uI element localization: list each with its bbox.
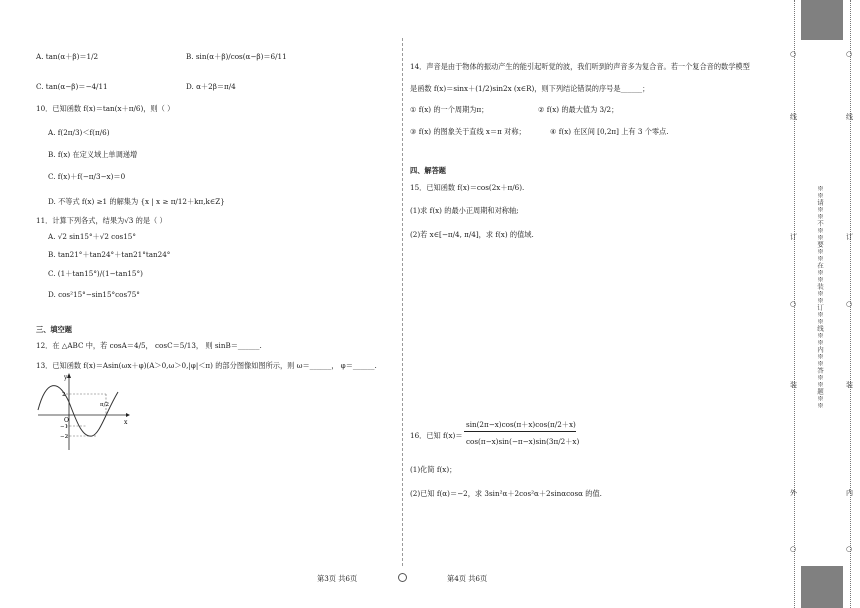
binding-notice: ※※请※※不※※要※※在※※装※※订※※线※※内※※答※※题※※ — [816, 185, 824, 409]
q16-numerator: sin(2π−x)cos(π＋x)cos(π/2＋x) — [466, 420, 576, 429]
binding-circle-icon: ○ — [790, 545, 797, 553]
q11-option-a: A. √2 sin15°＋√2 cos15° — [48, 232, 136, 241]
sine-graph — [36, 372, 132, 454]
binding-circle-icon: ○ — [846, 300, 853, 308]
q9-option-d: D. α＋2β＝π/4 — [186, 82, 236, 91]
x-axis-arrow-icon — [126, 413, 130, 417]
q12-stem: 12．在 △ABC 中，若 cosA＝4/5， cosC＝5/13， 则 sinB＝______. — [36, 341, 262, 350]
q14-statement-2: ② f(x) 的最大值为 3/2； — [538, 105, 619, 114]
x-axis-label: x — [124, 419, 128, 426]
q14-stem-line2: 是函数 f(x)＝sinx＋(1/2)sin2x (x∈R)，则下列结论错误的序号是______； — [410, 84, 650, 93]
q16-part-2: (2)已知 f(α)＝−2，求 3sin²α＋2cos²α＋2sinαcosα 的值. — [410, 489, 602, 498]
y-axis-arrow-icon — [67, 373, 71, 378]
q10-stem: 10．已知函数 f(x)＝tan(x＋π/6)，则（ ） — [36, 104, 175, 113]
tick-label-neg2: −2 — [60, 434, 69, 440]
q16-stem-label: 16．已知 f(x)＝ — [410, 431, 463, 440]
q10-option-d: D. 不等式 f(x) ≥1 的解集为 {x | x ≥ π/12＋kπ,k∈Z} — [48, 197, 225, 206]
q14-statement-3: ③ f(x) 的图象关于直线 x＝π 对称； — [410, 127, 526, 136]
binding-char-inner: 内 — [846, 489, 853, 497]
q15-part-2: (2)若 x∈[−π/4, π/4]，求 f(x) 的值域. — [410, 230, 534, 239]
binding-char-outer: 外 — [790, 489, 797, 497]
q10-option-c: C. f(x)＋f(−π/3−x)＝0 — [48, 172, 126, 181]
q16-denominator: cos(π−x)sin(−π−x)sin(3π/2＋x) — [466, 437, 580, 446]
binding-circle-icon: ○ — [790, 50, 797, 58]
q16-part-1: (1)化简 f(x)； — [410, 465, 457, 474]
q11-stem: 11．计算下列各式，结果为√3 的是（ ） — [36, 216, 167, 225]
q15-stem: 15．已知函数 f(x)＝cos(2x＋π/6). — [410, 183, 525, 192]
binding-circle-icon: ○ — [846, 545, 853, 553]
tick-label-pi-half: π/2 — [100, 402, 109, 408]
origin-label: O — [64, 417, 69, 424]
binding-char-outer: 订 — [790, 233, 797, 241]
q11-option-d: D. cos²15°−sin15°cos75° — [48, 290, 140, 299]
q13-stem: 13．已知函数 f(x)＝Asin(ωx＋φ)(A＞0,ω＞0,|φ|＜π) 的部分图像如图所示，则 ω＝______， φ＝______. — [36, 361, 377, 370]
q14-statement-1: ① f(x) 的一个周期为π； — [410, 105, 489, 114]
q14-stem-line1: 14．声音是由于物体的振动产生的能引起听觉的波，我们听到的声音多为复合音。若一个复合音的数学模型 — [410, 62, 750, 71]
q15-part-1: (1)求 f(x) 的最小正周期和对称轴; — [410, 206, 519, 215]
q9-option-c: C. tan(α−β)＝−4/11 — [36, 82, 108, 91]
section-fill-blank-heading: 三、填空题 — [36, 325, 72, 334]
tick-label-2: 2 — [62, 392, 66, 398]
q14-statement-4: ④ f(x) 在区间 [0,2π] 上有 3 个零点. — [550, 127, 669, 136]
q11-option-c: C. (1＋tan15°)/(1−tan15°) — [48, 269, 143, 278]
binding-circle-icon: ○ — [846, 50, 853, 58]
sine-curve — [38, 386, 118, 437]
center-circle-icon — [398, 573, 407, 582]
binding-char-inner: 装 — [846, 381, 853, 389]
right-page-number: 第4页 共6页 — [447, 574, 488, 583]
q9-option-b: B. sin(α＋β)/cos(α−β)＝6/11 — [186, 52, 287, 61]
tick-label-neg1: −1 — [60, 424, 69, 430]
binding-char-outer: 装 — [790, 381, 797, 389]
q10-option-b: B. f(x) 在定义域上单调递增 — [48, 150, 138, 159]
binding-char-inner: 线 — [846, 113, 853, 121]
binding-gray-bottom — [801, 566, 843, 608]
section-answer-heading: 四、解答题 — [410, 166, 446, 175]
binding-char-outer: 线 — [790, 113, 797, 121]
left-page-number: 第3页 共6页 — [317, 574, 358, 583]
binding-circle-icon: ○ — [790, 300, 797, 308]
binding-gray-top — [801, 0, 843, 40]
binding-char-inner: 订 — [846, 233, 853, 241]
q11-option-b: B. tan21°＋tan24°＋tan21°tan24° — [48, 250, 171, 259]
q9-option-a: A. tan(α＋β)＝1/2 — [36, 52, 99, 61]
column-divider — [402, 38, 403, 566]
q16-fraction-bar — [464, 431, 576, 432]
q10-option-a: A. f(2π/3)＜f(π/6) — [48, 128, 110, 137]
y-axis-label: y — [64, 374, 68, 381]
